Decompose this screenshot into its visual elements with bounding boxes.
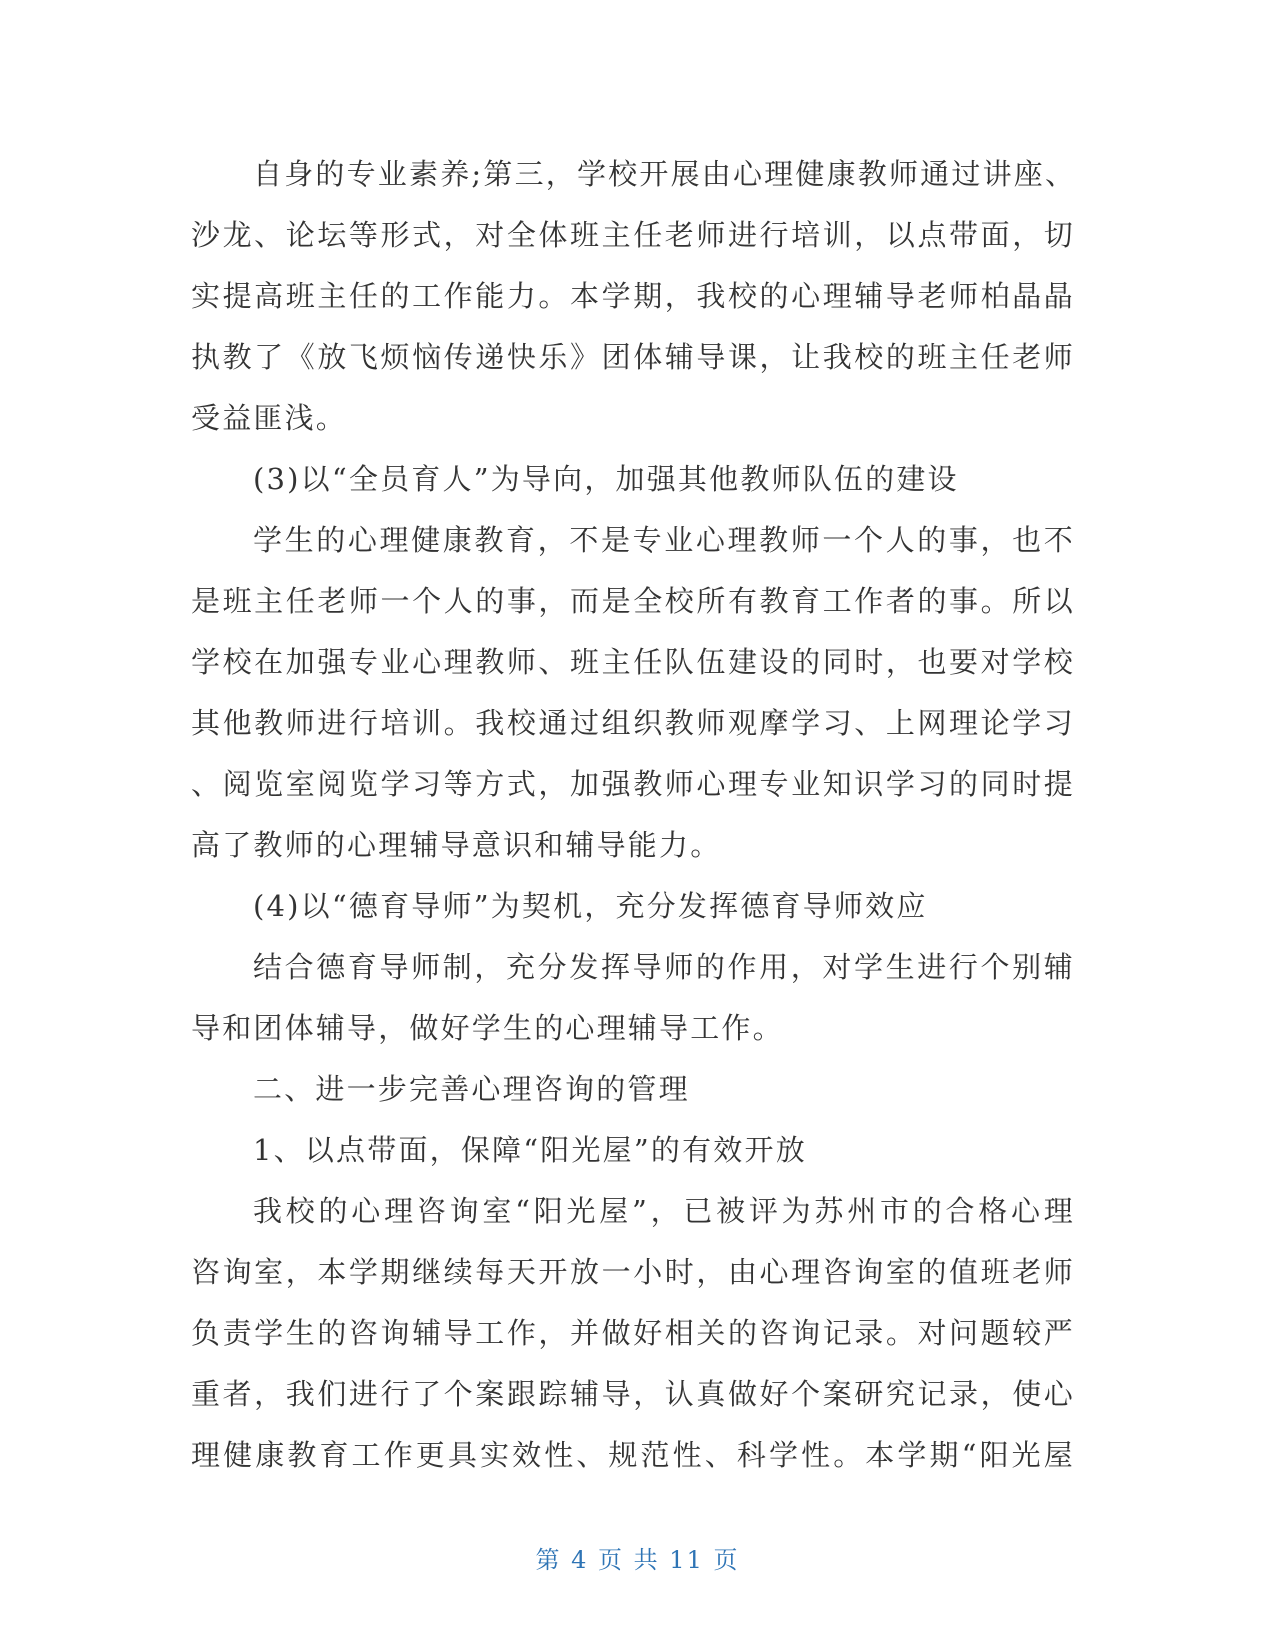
text-line: 执教了《放飞烦恼传递快乐》团体辅导课，让我校的班主任老师 (191, 340, 1075, 374)
text-line: 理健康教育工作更具实效性、规范性、科学性。本学期“阳光屋 (191, 1438, 1075, 1472)
text-line: 重者，我们进行了个案跟踪辅导，认真做好个案研究记录，使心 (191, 1377, 1075, 1411)
text-line: 高了教师的心理辅导意识和辅导能力。 (191, 828, 722, 862)
text-line: 导和团体辅导，做好学生的心理辅导工作。 (191, 1011, 784, 1045)
text-line: 其他教师进行培训。我校通过组织教师观摩学习、上网理论学习 (191, 706, 1075, 740)
section-heading: (3)以“全员育人”为导向，加强其他教师队伍的建设 (253, 462, 959, 496)
text-line: 我校的心理咨询室“阳光屋”，已被评为苏州市的合格心理 (253, 1194, 1075, 1228)
text-line: 受益匪浅。 (191, 401, 348, 435)
text-line: 沙龙、论坛等形式，对全体班主任老师进行培训，以点带面，切 (191, 218, 1075, 252)
text-line: 学生的心理健康教育，不是专业心理教师一个人的事，也不 (253, 523, 1075, 557)
page-number-footer: 第 4 页 共 11 页 (535, 1546, 740, 1574)
text-line: 学校在加强专业心理教师、班主任队伍建设的同时，也要对学校 (191, 645, 1075, 679)
section-heading: 1、以点带面，保障“阳光屋”的有效开放 (253, 1133, 807, 1167)
text-line: 自身的专业素养;第三，学校开展由心理健康教师通过讲座、 (253, 157, 1077, 191)
text-line: 是班主任老师一个人的事，而是全校所有教育工作者的事。所以 (191, 584, 1075, 618)
document-body (191, 144, 1075, 1486)
text-line: 实提高班主任的工作能力。本学期，我校的心理辅导老师柏晶晶 (191, 279, 1075, 313)
text-line: 负责学生的咨询辅导工作，并做好相关的咨询记录。对问题较严 (191, 1316, 1075, 1350)
section-heading: (4)以“德育导师”为契机，充分发挥德育导师效应 (253, 889, 928, 923)
text-line: 咨询室，本学期继续每天开放一小时，由心理咨询室的值班老师 (191, 1255, 1075, 1289)
section-heading: 二、进一步完善心理咨询的管理 (253, 1072, 690, 1106)
text-line: 结合德育导师制，充分发挥导师的作用，对学生进行个别辅 (253, 950, 1075, 984)
text-line: 、阅览室阅览学习等方式，加强教师心理专业知识学习的同时提 (191, 767, 1075, 801)
